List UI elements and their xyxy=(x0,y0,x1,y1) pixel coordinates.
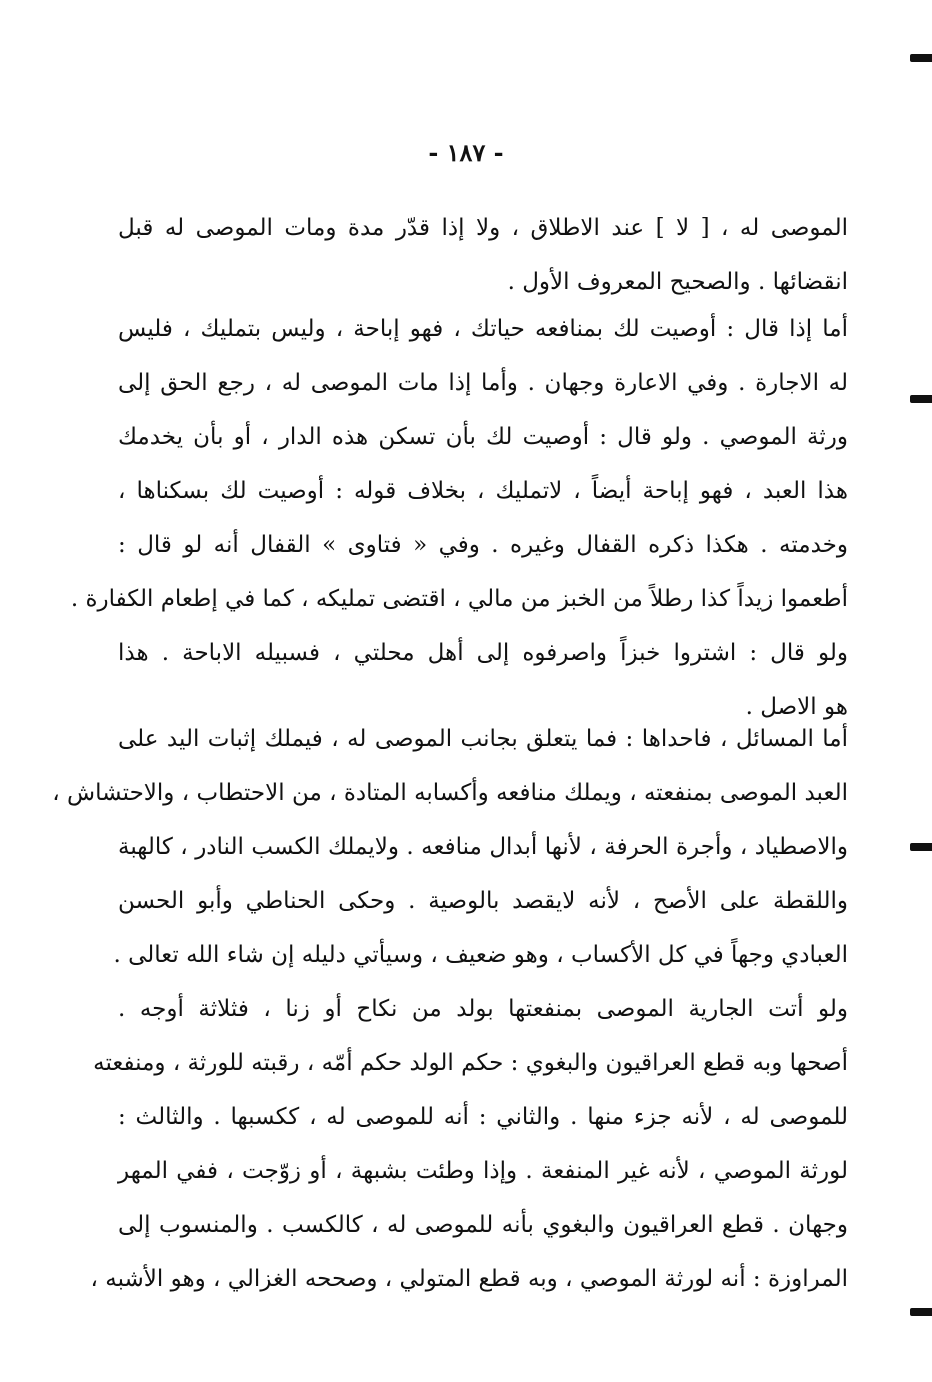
text-line: للموصى له ، لأنه جزء منها . والثاني : أنه للموصى له ، ككسبها . والثالث : xyxy=(118,1104,848,1130)
text-line: المراوزة : أنه لورثة الموصي ، وبه قطع المتولي ، وصححه الغزالي ، وهو الأشبه ، xyxy=(90,1266,848,1292)
text-line: أطعموا زيداً كذا رطلاً من الخبز من مالي ، اقتضى تمليكه ، كما في إطعام الكفارة . xyxy=(70,586,848,612)
paragraph xyxy=(70,302,848,734)
text-line: هو الاصل . xyxy=(745,694,848,720)
text-line: أما إذا قال : أوصيت لك بمنافعه حياتك ، فهو إباحة ، وليس بتمليك ، فليس xyxy=(118,316,848,342)
text-line: لورثة الموصي ، لأنه غير المنفعة . وإذا وطئت بشبهة ، أو زوّجت ، ففي المهر xyxy=(118,1158,848,1184)
text-line: الموصى له ، [ لا ] عند الاطلاق ، ولا إذا قدّر مدة ومات الموصى له قبل xyxy=(118,215,848,241)
text-line: أما المسائل ، فاحداها : فما يتعلق بجانب الموصى له ، فيملك إثبات اليد على xyxy=(118,726,848,752)
paragraph xyxy=(118,201,848,309)
text-line: وجهان . قطع العراقيون والبغوي بأنه للموصى له ، كالكسب . والمنسوب إلى xyxy=(118,1212,848,1238)
text-line: ولو قال : اشتروا خبزاً واصرفوه إلى أهل محلتي ، فسبيله الاباحة . هذا xyxy=(118,640,848,666)
paragraph xyxy=(52,712,848,1306)
text-line: والاصطياد ، وأجرة الحرفة ، لأنها أبدال منافعه . ولايملك الكسب النادر ، كالهبة xyxy=(118,834,848,860)
text-line: هذا العبد ، فهو إباحة أيضاً ، لاتمليك ، بخلاف قوله : أوصيت لك بسكناها ، xyxy=(118,478,848,504)
text-line: العبد الموصى بمنفعته ، ويملك منافعه وأكسابه المتادة ، من الاحتطاب ، والاحتشاش ، xyxy=(52,780,848,806)
page-number: - ١٨٧ - xyxy=(428,138,504,167)
text-line: العبادي وجهاً في كل الأكساب ، وهو ضعيف ، وسيأتي دليله إن شاء الله تعالى . xyxy=(113,942,848,968)
text-line: ولو أتت الجارية الموصى بمنفعتها بولد من نكاح أو زنا ، فثلاثة أوجه . xyxy=(118,996,848,1022)
text-line: أصحها وبه قطع العراقيون والبغوي : حكم الولد حكم أمّه ، رقبته للورثة ، ومنفعته xyxy=(93,1050,848,1076)
text-line: وخدمته . هكذا ذكره القفال وغيره . وفي « فتاوى » القفال أنه لو قال : xyxy=(118,532,848,558)
page-edge-mark xyxy=(910,395,932,403)
text-line: له الاجارة . وفي الاعارة وجهان . وأما إذا مات الموصى له ، رجع الحق إلى xyxy=(118,370,848,396)
text-line: انقضائها . والصحيح المعروف الأول . xyxy=(507,269,848,295)
page-edge-mark xyxy=(910,1308,932,1316)
text-line: ورثة الموصي . ولو قال : أوصيت لك بأن تسكن هذه الدار ، أو بأن يخدمك xyxy=(118,424,848,450)
page-edge-mark xyxy=(910,843,932,851)
text-line: واللقطة على الأصح ، لأنه لايقصد بالوصية . وحكى الحناطي وأبو الحسن xyxy=(118,888,848,914)
page-edge-mark xyxy=(910,54,932,62)
